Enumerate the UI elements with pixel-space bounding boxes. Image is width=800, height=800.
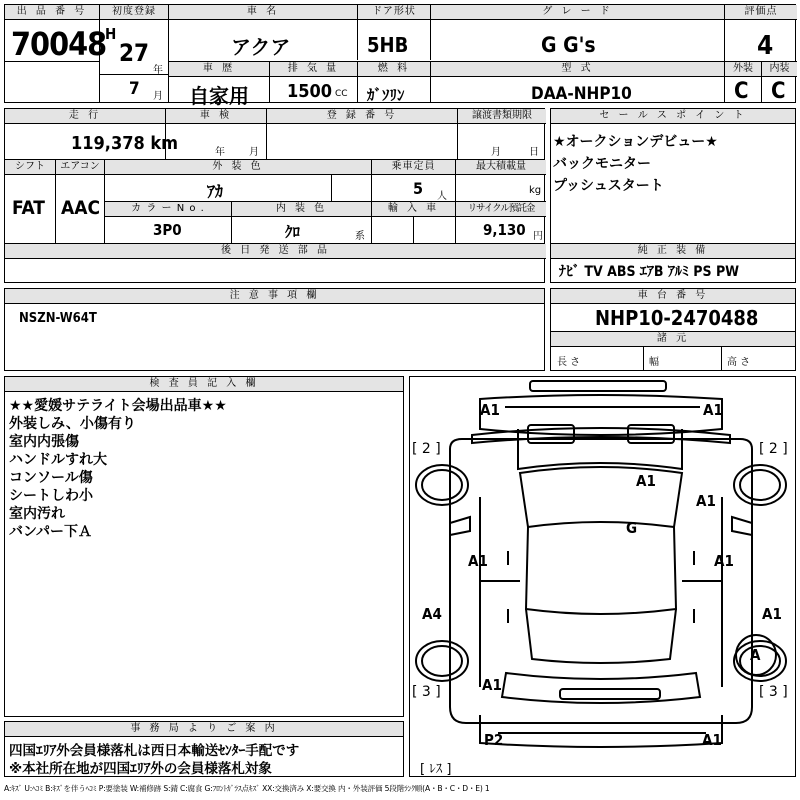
recycle: 9,130 [483, 221, 526, 239]
era: H [105, 25, 117, 43]
fuel: ｶﾞｿﾘﾝ [367, 86, 405, 104]
width-label: 幅 [649, 357, 659, 368]
displacement-unit: CC [335, 89, 348, 99]
car-outline [410, 377, 795, 776]
notes-label: 注 意 事 項 欄 [5, 289, 544, 304]
import-label: 輸 入 車 [372, 202, 455, 217]
chassis-block [550, 288, 796, 371]
reg-month: 7 [129, 79, 140, 99]
mark-rear-bumper-right: A1 [702, 731, 722, 749]
mark-front-left: A1 [480, 401, 500, 419]
mark-rear-left-quarter: A1 [482, 676, 502, 694]
office-label: 事 務 局 よ り ご 案 内 [5, 722, 403, 737]
mark-front-right: A1 [703, 401, 723, 419]
rear-label: [ ﾚｽ ] [420, 762, 452, 777]
chassis-number: NHP10-2470488 [595, 306, 759, 330]
fuel-label: 燃 料 [358, 62, 430, 77]
color-label: 外 装 色 [105, 160, 371, 175]
mark-hood: A1 [636, 472, 656, 490]
int-color-label: 内 装 色 [232, 202, 371, 217]
history: 自家用 [189, 84, 249, 108]
month-unit: 月 [153, 91, 163, 102]
model-label: 型 式 [431, 62, 724, 77]
height-label: 高 さ [727, 357, 751, 368]
details-block [4, 108, 545, 283]
ac-label: エアコン [56, 160, 104, 175]
color-no: 3P0 [153, 221, 182, 239]
score-label: 評価点 [725, 5, 797, 20]
capacity-label: 乗車定員 [372, 160, 455, 175]
inspector-line: シートしわ小 [9, 488, 93, 504]
int-color-unit: 系 [355, 231, 365, 242]
mark-spare: A [750, 646, 761, 664]
car-name: アクア [231, 35, 291, 59]
color: ｱｶ [207, 182, 224, 201]
capacity-unit: 人 [437, 191, 447, 202]
office-block [4, 721, 404, 777]
plate-label: 登 録 番 号 [267, 109, 457, 124]
mark-left-front-door: A1 [468, 552, 488, 570]
sales-points [550, 108, 796, 283]
transfer-month-unit: 月 [491, 147, 501, 158]
notes-text: NSZN-W64T [19, 311, 97, 326]
interior-grade: C [771, 79, 786, 104]
mark-front-right-fender: A1 [696, 492, 716, 510]
side-label: [ 2 ] [759, 441, 788, 457]
sales-label: セ ー ル ス ポ イ ン ト [551, 109, 795, 124]
first-reg-label: 初度登録 [100, 5, 168, 20]
history-label: 車 歴 [169, 62, 269, 77]
equipment-label: 純 正 装 備 [551, 244, 795, 259]
car-diagram [409, 376, 796, 777]
inspector-line: 室内汚れ [9, 506, 65, 522]
inspection-year-unit: 年 [215, 147, 225, 158]
notes-block [4, 288, 545, 371]
mileage-label: 走 行 [5, 109, 165, 124]
office-line: ※本社所在地が四国ｴﾘｱ外の会員様落札対象 [9, 761, 272, 777]
capacity: 5 [413, 179, 424, 198]
equipment-items: ﾅﾋﾞ TV ABS ｴｱB ｱﾙﾐ PS PW [559, 264, 740, 280]
score: 4 [757, 31, 774, 61]
model: DAA-NHP10 [531, 84, 632, 104]
grade-label: グ レ ー ド [431, 5, 724, 20]
side-label: [ 3 ] [412, 684, 441, 700]
chassis-label: 車 台 番 号 [551, 289, 795, 304]
inspector-line: コンソール傷 [9, 470, 93, 486]
transfer-label: 譲渡書類期限 [458, 109, 546, 124]
load-unit: kg [529, 185, 542, 196]
door-label: ドア形状 [358, 5, 430, 20]
exterior-grade: C [734, 79, 749, 104]
inspector-block [4, 376, 404, 717]
exterior-label: 外装 [725, 62, 761, 77]
header-block [4, 4, 796, 108]
inspector-line: ★★愛媛サテライト会場出品車★★ [9, 398, 227, 414]
door-type: 5HB [367, 33, 409, 57]
mark-right-rear-door: A1 [762, 605, 782, 623]
mark-rear-bumper-left: P2 [484, 731, 504, 749]
displacement-label: 排 気 量 [270, 62, 357, 77]
grade: G G's [541, 33, 596, 57]
inspector-label: 検 査 員 記 入 欄 [5, 377, 403, 392]
sales-line: ★オークションデビュー★ [553, 134, 718, 150]
displacement: 1500 [287, 81, 333, 102]
reg-year: 27 [119, 39, 150, 67]
side-label: [ 3 ] [759, 684, 788, 700]
lot-number: 70048 [11, 25, 107, 63]
legend: A:ｷｽﾞ U:ﾍｺﾐ B:ｷｽﾞを伴うﾍｺﾐ P:要塗装 W:補修跡 S:錆 C:腐食 G:ﾌﾛﾝﾄｶﾞﾗｽ点ｷｽﾞ XX:交換済み X:要交換 内・外装評価 5段階ﾗﾝｸ順(A・B・C・D・E) 1 [4, 784, 490, 793]
length-label: 長 さ [557, 357, 581, 368]
year-unit: 年 [153, 65, 163, 76]
inspector-line: ハンドルすれ大 [9, 452, 107, 468]
inspection-month-unit: 月 [249, 147, 259, 158]
inspector-line: 室内内張傷 [9, 434, 79, 450]
interior-label: 内装 [762, 62, 797, 77]
inspector-line: バンパー下Ａ [9, 524, 93, 540]
side-label: [ 2 ] [412, 441, 441, 457]
recycle-unit: 円 [533, 231, 543, 242]
lot-label: 出 品 番 号 [5, 5, 99, 20]
mark-left-rear-door: A4 [422, 605, 442, 623]
dims-label: 諸 元 [551, 332, 795, 347]
inspector-line: 外装しみ、小傷有り [9, 416, 136, 432]
mileage: 119,378 km [71, 133, 179, 154]
mark-roof: G [626, 519, 638, 537]
shift-label: シフト [5, 160, 55, 175]
recycle-label: リサイクル預託金 [456, 202, 546, 217]
mark-right-front-door: A1 [714, 552, 734, 570]
inspection-label: 車 検 [166, 109, 266, 124]
transfer-day-unit: 日 [529, 147, 539, 158]
shift: FAT [12, 197, 45, 219]
later-parts-label: 後 日 発 送 部 品 [5, 244, 546, 259]
sales-line: プッシュスタート [553, 178, 664, 194]
sales-line: バックモニター [553, 156, 651, 172]
office-line: 四国ｴﾘｱ外会員様落札は西日本輸送ｾﾝﾀｰ手配です [9, 743, 300, 759]
car-name-label: 車 名 [169, 5, 357, 20]
load-label: 最大積載量 [456, 160, 546, 175]
int-color: ｸﾛ [285, 223, 301, 241]
color-no-label: カ ラ ー N o . [105, 202, 231, 217]
ac: AAC [61, 197, 101, 219]
